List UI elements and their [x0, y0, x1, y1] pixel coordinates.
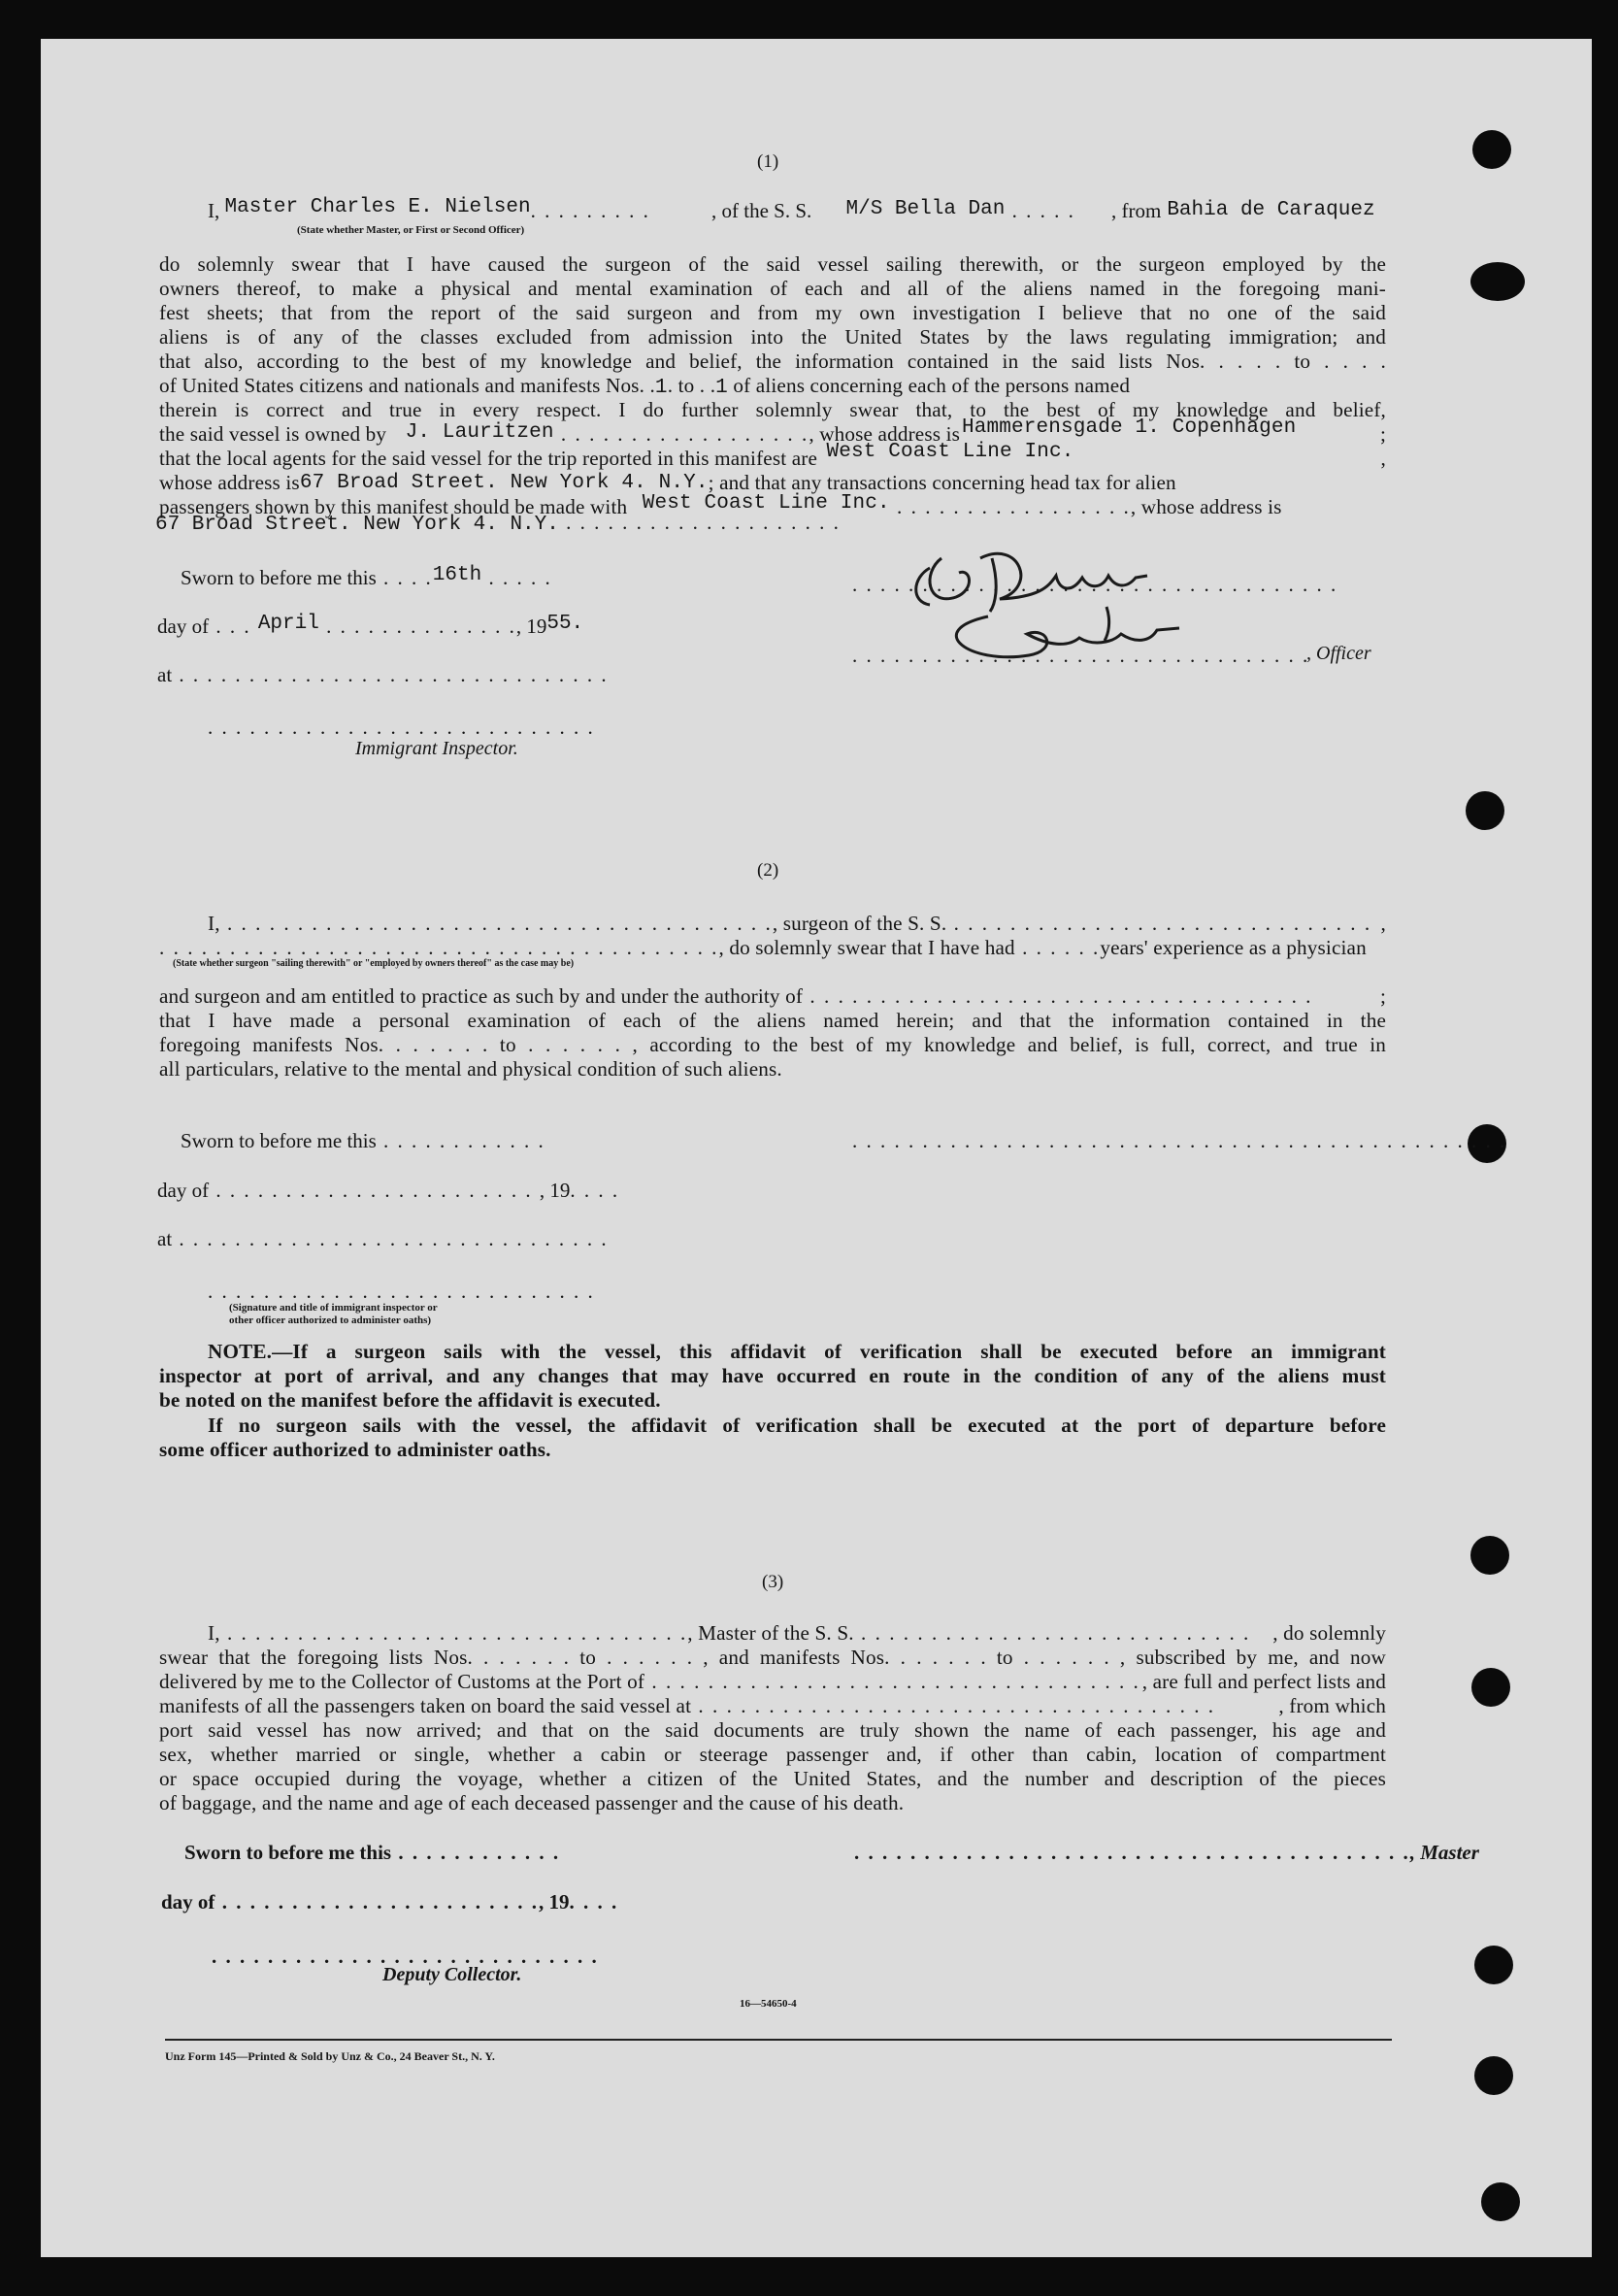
s1-line: fest sheets; that from the report of the said surgeon and from my own investigation I believe that no one of the said	[159, 301, 1386, 324]
punch-hole	[1470, 1536, 1509, 1575]
section-number: (1)	[757, 151, 779, 172]
s1-line: whose address is67 Broad Street. New York 4. N.Y.; and that any transactions concerning head tax for alien	[159, 471, 1176, 494]
section-number: (2)	[757, 860, 779, 881]
punch-hole	[1474, 1946, 1513, 1984]
punch-hole	[1472, 130, 1511, 169]
at-label: at	[157, 1227, 173, 1250]
departure-port: Bahia de Caraquez	[1167, 199, 1375, 221]
s1-line-i: I, Master Charles E. Nielsen. . . . . . . . .	[208, 196, 650, 222]
s1-line: 67 Broad Street. New York 4. N.Y. . . . . . . . . . . . . . . . . . . . .	[155, 511, 841, 536]
punch-hole	[1474, 2056, 1513, 2095]
note-line: inspector at port of arrival, and any changes that may have occurred en route in the condition of any of the aliens must	[159, 1364, 1386, 1387]
day-of-label: day of	[157, 1179, 210, 1202]
manifest-to: 1	[715, 377, 728, 399]
punch-hole	[1470, 262, 1525, 301]
sig-caption: (Signature and title of immigrant inspector or	[229, 1302, 438, 1314]
master-label: , Master	[1409, 1841, 1479, 1864]
master-name: Master Charles E. Nielsen	[224, 196, 531, 218]
sworn-label: Sworn to before me this	[181, 566, 377, 589]
s1-line: therein is correct and true in every respect. I do further solemnly swear that, to the best of my knowledge and belief,	[159, 398, 1386, 421]
day-of-label: day of	[161, 1890, 215, 1913]
note-line: some officer authorized to administer oaths.	[159, 1438, 551, 1461]
note-line: If no surgeon sails with the vessel, the affidavit of verification shall be executed at the port of departure before	[208, 1414, 1386, 1437]
note-line: be noted on the manifest before the affidavit is executed.	[159, 1388, 661, 1412]
text: I,	[208, 199, 220, 222]
s1-line: that also, according to the best of my knowledge and belief, the information contained in the said lists Nos. . . . . to . . . .	[159, 349, 1386, 373]
agent-address: 67 Broad Street. New York 4. N.Y.	[299, 472, 709, 494]
s1-line: passengers shown by this manifest should be made with West Coast Line Inc. . . . . . . . . . . . . . . . . ., whose address is	[159, 492, 1282, 518]
officer-label: , Officer	[1306, 643, 1371, 664]
text: , from	[1111, 199, 1162, 222]
s1-line: aliens is of any of the classes excluded from admission into the United States by the laws regulating immigration; and	[159, 325, 1386, 349]
day-of-label: day of	[157, 615, 210, 638]
deputy-label: Deputy Collector.	[382, 1964, 522, 1985]
form-number: 16—54650-4	[740, 1998, 797, 2010]
punch-hole	[1466, 791, 1504, 830]
note-line: NOTE.—If a surgeon sails with the vessel, this affidavit of verification shall be executed before an immigrant	[208, 1340, 1386, 1363]
text: , of the S. S.	[711, 199, 812, 222]
punch-hole	[1481, 2182, 1520, 2221]
s1-line: that the local agents for the said vessel for the trip reported in this manifest are West Coast Line Inc. ,	[159, 441, 1386, 470]
s1-line: do solemnly swear that I have caused the surgeon of the said vessel sailing therewith, or the surgeon employed by the	[159, 252, 1386, 276]
footer-imprint: Unz Form 145—Printed & Sold by Unz & Co., 24 Beaver St., N. Y.	[165, 2049, 495, 2063]
sworn-label: Sworn to before me this	[181, 1129, 377, 1152]
footer-rule	[165, 2039, 1392, 2041]
tax-address: 67 Broad Street. New York 4. N.Y.	[155, 514, 559, 536]
sworn-month: April	[257, 613, 319, 635]
inspector-label: Immigrant Inspector.	[355, 738, 518, 759]
s1-line: owners thereof, to make a physical and mental examination of each and all of the aliens named in the foregoing mani-	[159, 277, 1386, 300]
punch-hole	[1471, 1668, 1510, 1707]
sworn-day: 16th	[432, 564, 482, 586]
sworn-label: Sworn to before me this	[184, 1841, 392, 1864]
surgeon-caption: (State whether surgeon "sailing therewith" or "employed by owners thereof" as the case may be)	[173, 958, 575, 969]
vessel-name: M/S Bella Dan	[845, 198, 1006, 220]
tax-agent: West Coast Line Inc.	[642, 492, 890, 515]
at-label: at	[157, 663, 173, 686]
sworn-year: 55.	[546, 613, 584, 635]
owner-name: J. Lauritzen	[405, 421, 554, 444]
agent-name: West Coast Line Inc.	[826, 441, 1074, 463]
s1-line: the said vessel is owned by J. Lauritzen . . . . . . . . . . . . . . . . . ., whose address isHammerensgade 1. Copenhagen ;	[159, 416, 1386, 446]
s1-line: of United States citizens and nationals and manifests Nos. .1. to . .1 of aliens concerning each of the persons named	[159, 374, 1131, 399]
master-caption: (State whether Master, or First or Second Officer)	[297, 224, 525, 236]
sig-caption: other officer authorized to administer oaths)	[229, 1314, 432, 1326]
owner-address: Hammerensgade 1. Copenhagen	[962, 416, 1297, 439]
manifest-from: 1	[654, 377, 668, 399]
section-number: (3)	[762, 1572, 784, 1592]
